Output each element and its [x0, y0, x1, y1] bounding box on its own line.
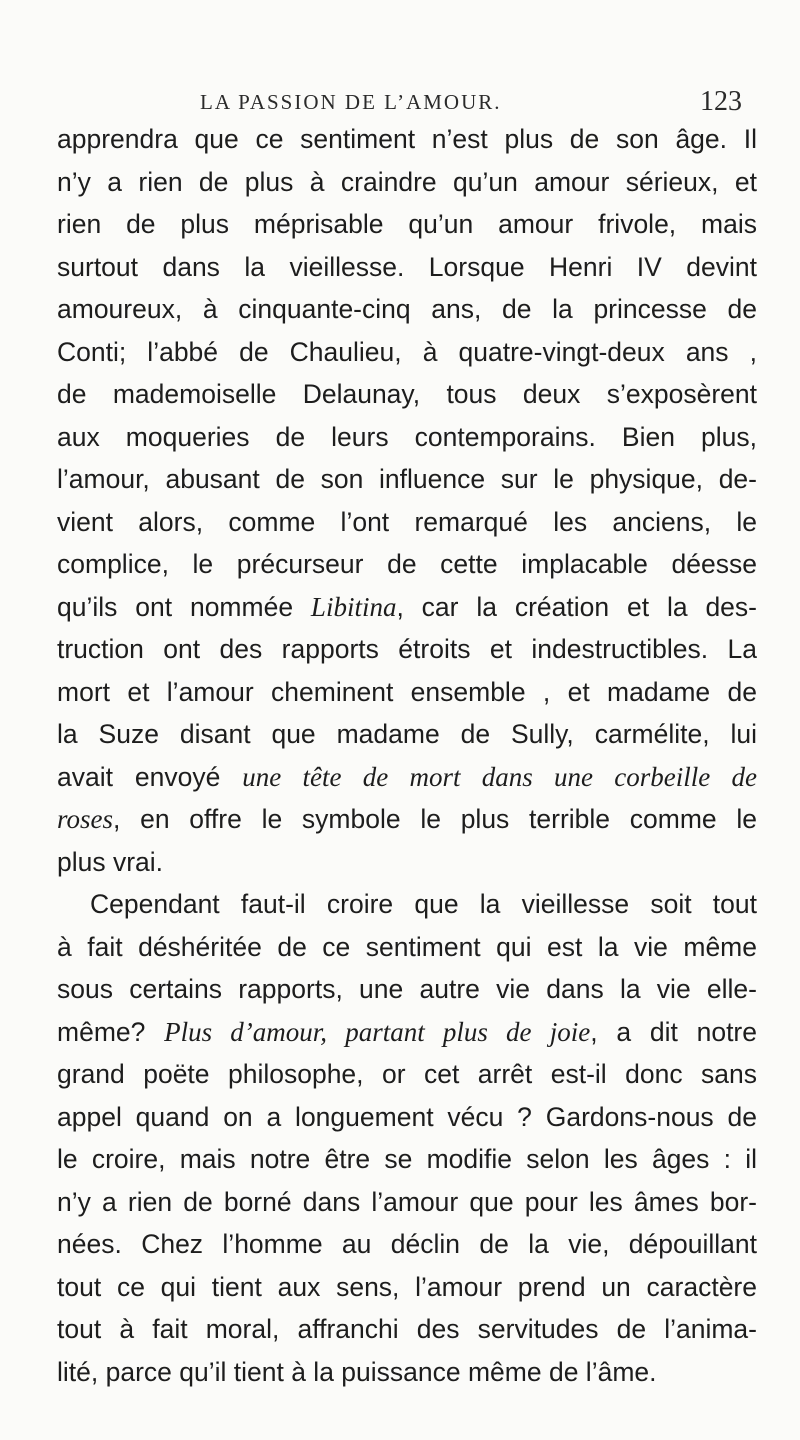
- text-line: [57, 841, 757, 884]
- text-line: [57, 161, 757, 204]
- text-segment: , en offre le symbole le plus terrible comme le: [113, 804, 757, 834]
- text-line: [57, 1181, 757, 1224]
- text-line: [57, 1308, 757, 1351]
- text-segment: rien de plus méprisable qu’un amour frivole, mais: [57, 209, 757, 239]
- text-segment: n’y a rien de plus à craindre qu’un amour sérieux, et: [57, 166, 757, 197]
- text-line: [57, 416, 757, 459]
- text-line: [57, 1053, 757, 1096]
- text-segment: avait envoyé: [57, 761, 243, 792]
- text-segment: tout ce qui tient aux sens, l’amour prend un caractère: [57, 1271, 757, 1302]
- text-segment: surtout dans la vieillesse. Lorsque Henri IV devint: [57, 251, 757, 282]
- italic-text: Libitina: [310, 591, 397, 622]
- text-line: [57, 1096, 757, 1139]
- text-segment: la Suze disant que madame de Sully, carmélite, lui: [57, 719, 757, 749]
- text-line: [57, 628, 757, 671]
- text-segment: de mademoiselle Delaunay, tous deux s’exposèrent: [57, 379, 757, 409]
- text-segment: l’amour, abusant de son influence sur le physique, de-: [57, 464, 757, 494]
- text-segment: grand poëte philosophe, or cet arrêt est-il donc sans: [57, 1059, 757, 1089]
- text-segment: , a dit notre: [590, 1016, 757, 1047]
- body-text: [57, 118, 757, 1393]
- text-segment: le croire, mais notre être se modifie selon les âges : il: [57, 1144, 757, 1174]
- text-line: [57, 203, 757, 246]
- text-line: [57, 331, 757, 374]
- running-title: LA PASSION DE L’AMOUR.: [200, 90, 502, 114]
- text-line: [57, 1223, 757, 1266]
- italic-text: une tête de mort dans une corbeille de: [242, 761, 757, 792]
- text-line: [57, 118, 757, 161]
- text-segment: apprendra que ce sentiment n’est plus de son âge. Il: [57, 124, 757, 154]
- text-segment: tout à fait moral, affranchi des servitudes de l’anima-: [57, 1314, 757, 1344]
- text-segment: truction ont des rapports étroits et indestructibles. La: [57, 634, 757, 664]
- text-line: [57, 1266, 757, 1309]
- text-line: [57, 373, 757, 416]
- text-line: [57, 798, 757, 841]
- text-line: [57, 501, 757, 544]
- text-segment: aux moqueries de leurs contemporains. Bien plus,: [57, 421, 757, 452]
- text-segment: complice, le précurseur de cette implacable déesse: [57, 549, 757, 579]
- text-segment: Conti; l’abbé de Chaulieu, à quatre-vingt-deux ans ,: [57, 336, 757, 367]
- text-line: [57, 1011, 757, 1054]
- text-line: [57, 713, 757, 756]
- text-segment: n’y a rien de borné dans l’amour que pour les âmes bor-: [57, 1186, 757, 1217]
- text-line: [57, 926, 757, 969]
- text-segment: vient alors, comme l’ont remarqué les anciens, le: [57, 506, 757, 537]
- text-line: [57, 543, 757, 586]
- text-line: [57, 586, 757, 629]
- page-number: 123: [700, 86, 742, 117]
- italic-text: roses: [57, 804, 114, 834]
- text-line: [57, 246, 757, 289]
- text-segment: mort et l’amour cheminent ensemble , et madame de: [57, 676, 757, 707]
- text-line: [57, 1351, 757, 1394]
- text-line: [57, 883, 757, 926]
- text-segment: nées. Chez l’homme au déclin de la vie, dépouillant: [57, 1229, 757, 1259]
- text-line: [57, 288, 757, 331]
- text-segment: amoureux, à cinquante-cinq ans, de la princesse de: [57, 294, 757, 324]
- text-line: [57, 756, 757, 799]
- italic-text: Plus d’amour, partant plus de joie: [164, 1016, 591, 1047]
- text-line: [57, 458, 757, 501]
- text-segment: , car la création et la des-: [396, 591, 757, 622]
- text-segment: à fait déshéritée de ce sentiment qui est la vie même: [57, 931, 757, 962]
- text-segment: même?: [57, 1016, 165, 1047]
- text-line: [57, 1138, 757, 1181]
- text-segment: lité, parce qu’il tient à la puissance même de l’âme.: [57, 1356, 657, 1387]
- text-segment: qu’ils ont nommée: [57, 591, 311, 622]
- text-segment: Cependant faut-il croire que la vieillesse soit tout: [90, 889, 757, 919]
- text-segment: sous certains rapports, une autre vie dans la vie elle-: [57, 974, 757, 1004]
- text-line: [57, 671, 757, 714]
- text-segment: appel quand on a longuement vécu ? Gardons-nous de: [57, 1101, 757, 1132]
- text-line: [57, 968, 757, 1011]
- text-segment: plus vrai.: [57, 846, 164, 877]
